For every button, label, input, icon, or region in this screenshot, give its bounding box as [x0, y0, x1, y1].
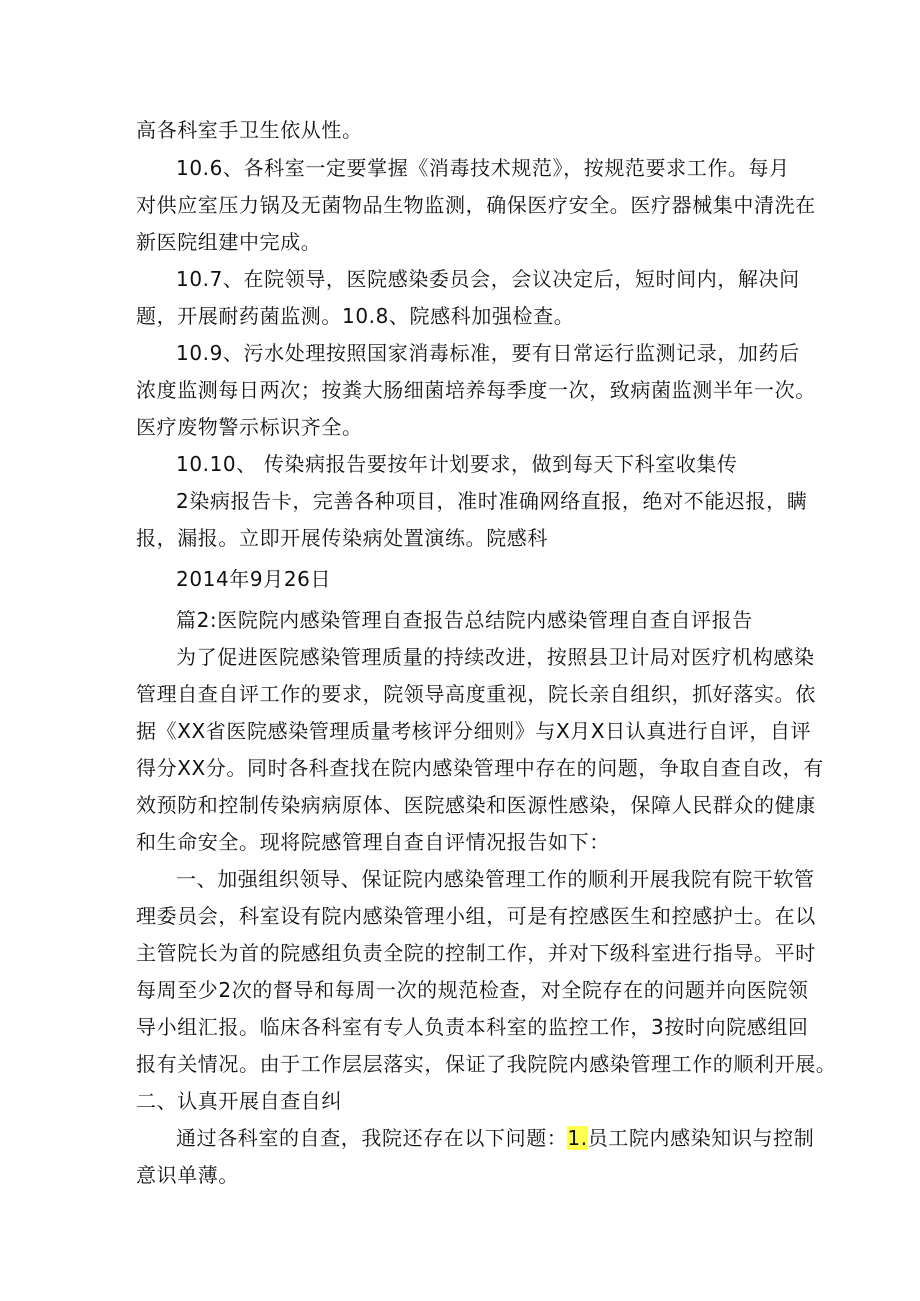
text-line: 和生命安全。现将院感管理自查自评情况报告如下： [136, 830, 610, 854]
text-line: 10.10、 传染病报告要按年计划要求，做到每天下科室收集传 [176, 452, 738, 476]
text-line: 10.6、各科室一定要掌握《消毒技术规范》，按规范要求工作。每月 [176, 156, 790, 180]
text-line: 效预防和控制传染病病原体、医院感染和医源性感染，保障人民群众的健康 [136, 793, 816, 817]
text-line: 高各科室手卫生依从性。 [136, 118, 363, 142]
section-heading: 二、认真开展自查自纠 [136, 1089, 342, 1113]
text-line: 意识单薄。 [136, 1163, 239, 1187]
text-line: 10.9、污水处理按照国家消毒标准，要有日常运行监测记录，加药后 [176, 341, 800, 365]
text-line: 据《XX省医院感染管理质量考核评分细则》与X月X日认真进行自评，自评 [136, 719, 812, 743]
text-line: 10.7、在院领导，医院感染委员会，会议决定后，短时间内，解决问 [176, 267, 800, 291]
text-line: 报有关情况。由于工作层层落实，保证了我院院内感染管理工作的顺利开展。 [136, 1052, 837, 1076]
text-line: 管理自查自评工作的要求，院领导高度重视，院长亲自组织，抓好落实。依 [136, 682, 816, 706]
text-line: 每周至少2次的督导和每周一次的规范检查，对全院存在的问题并向医院领 [136, 978, 809, 1002]
section-heading: 篇2:医院院内感染管理自查报告总结院内感染管理自查自评报告 [176, 608, 753, 632]
text-line: 得分XX分。同时各科查找在院内感染管理中存在的问题，争取自查自改，有 [136, 756, 824, 780]
text-line: 医疗废物警示标识齐全。 [136, 415, 363, 439]
text-line: 报，漏报。立即开展传染病处置演练。院感科 [136, 526, 548, 550]
text-span: 员工院内感染知识与控制 [587, 1126, 815, 1150]
text-line: 为了促进医院感染管理质量的持续改进，按照县卫计局对医疗机构感染 [176, 645, 815, 669]
text-line: 新医院组建中完成。 [136, 230, 322, 254]
highlighted-text: 1. [567, 1126, 588, 1150]
text-line: 对供应室压力锅及无菌物品生物监测，确保医疗安全。医疗器械集中清洗在 [136, 193, 816, 217]
text-line [176, 1125, 814, 1151]
text-span: 通过各科室的自查，我院还存在以下问题： [176, 1126, 568, 1150]
text-line: 理委员会，科室设有院内感染管理小组，可是有控感医生和控感护士。在以 [136, 904, 816, 928]
text-line: 浓度监测每日两次；按粪大肠细菌培养每季度一次，致病菌监测半年一次。 [136, 378, 816, 402]
text-line: 一、加强组织领导、保证院内感染管理工作的顺利开展我院有院干软管 [176, 867, 815, 891]
text-line: 2染病报告卡，完善各种项目，准时准确网络直报，绝对不能迟报，瞒 [176, 489, 808, 513]
text-line: 题，开展耐药菌监测。10.8、院感科加强检查。 [136, 304, 575, 328]
text-line: 主管院长为首的院感组负责全院的控制工作，并对下级科室进行指导。平时 [136, 941, 816, 965]
date-line: 2014年9月26日 [176, 567, 332, 591]
text-line: 导小组汇报。临床各科室有专人负责本科室的监控工作，3按时向院感组回 [136, 1015, 809, 1039]
